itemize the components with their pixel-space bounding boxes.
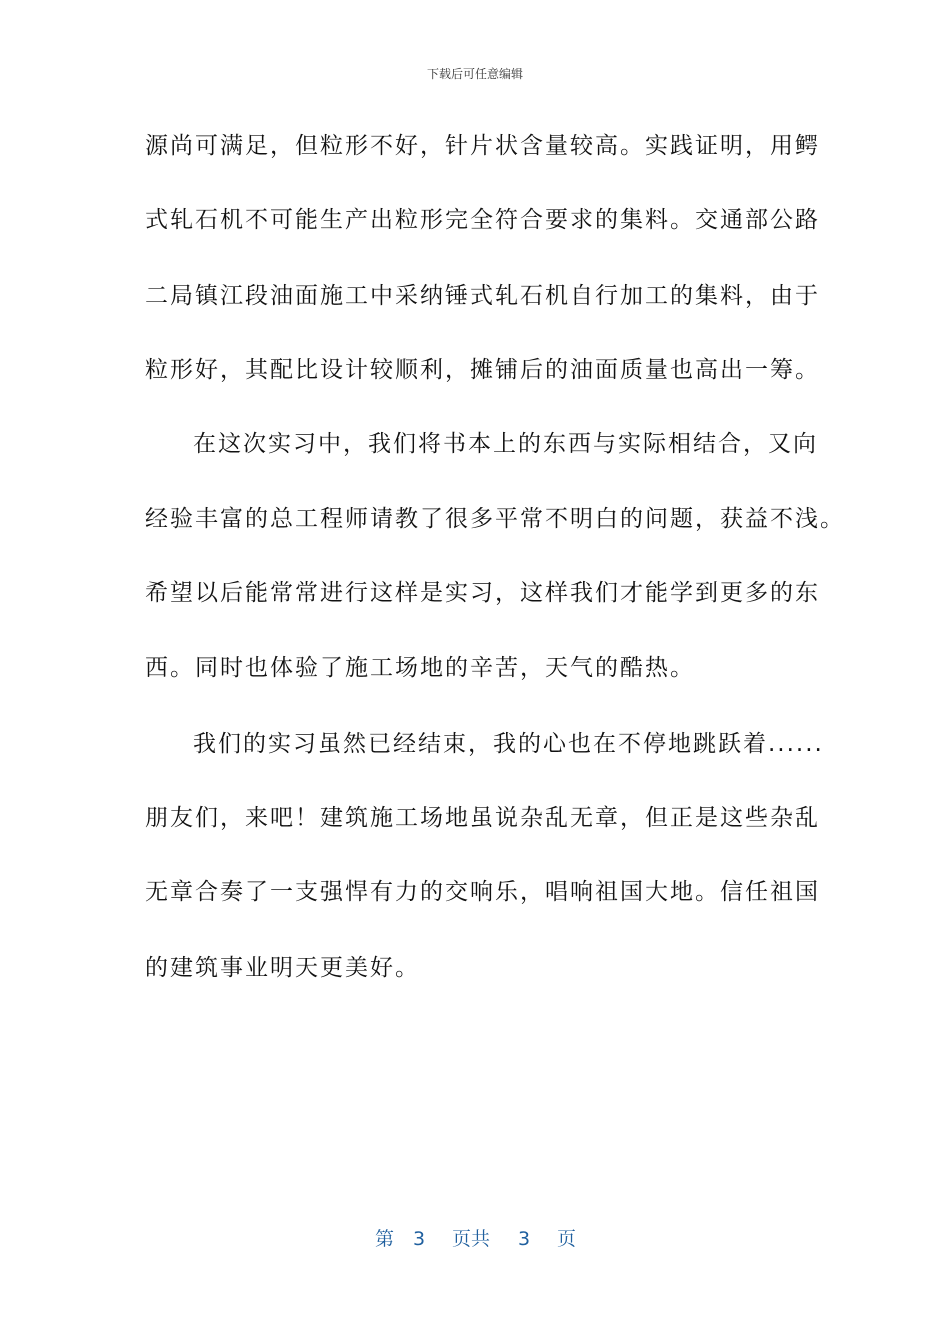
body-line: 式轧石机不可能生产出粒形完全符合要求的集料。交通部公路	[145, 207, 820, 233]
paragraph-start-line: 我们的实习虽然已经结束，我的心也在不停地跳跃着......	[193, 731, 824, 757]
header-note: 下载后可任意编辑	[426, 67, 523, 81]
body-line: 经验丰富的总工程师请教了很多平常不明白的问题，获益不浅。	[145, 506, 845, 532]
page-prefix: 第	[375, 1228, 395, 1250]
page-current: 3	[413, 1228, 426, 1250]
body-line: 希望以后能常常进行这样是实习，这样我们才能学到更多的东	[145, 580, 820, 606]
body-line: 朋友们，来吧！建筑施工场地虽说杂乱无章，但正是这些杂乱	[145, 805, 820, 831]
page-suffix: 页	[557, 1228, 577, 1250]
body-line: 源尚可满足，但粒形不好，针片状含量较高。实践证明，用鳄	[145, 133, 820, 159]
body-line: 西。同时也体验了施工场地的辛苦，天气的酷热。	[145, 655, 695, 681]
page-middle: 页共	[452, 1228, 491, 1250]
body-line: 无章合奏了一支强悍有力的交响乐，唱响祖国大地。信任祖国	[145, 879, 820, 905]
page-footer	[0, 1225, 950, 1253]
paragraph-start-line: 在这次实习中，我们将书本上的东西与实际相结合，又向	[193, 431, 818, 457]
body-line: 的建筑事业明天更美好。	[145, 955, 420, 981]
body-line: 粒形好，其配比设计较顺利，摊铺后的油面质量也高出一筹。	[145, 357, 820, 383]
page-total: 3	[518, 1228, 531, 1250]
body-line: 二局镇江段油面施工中采纳锤式轧石机自行加工的集料，由于	[145, 283, 820, 309]
